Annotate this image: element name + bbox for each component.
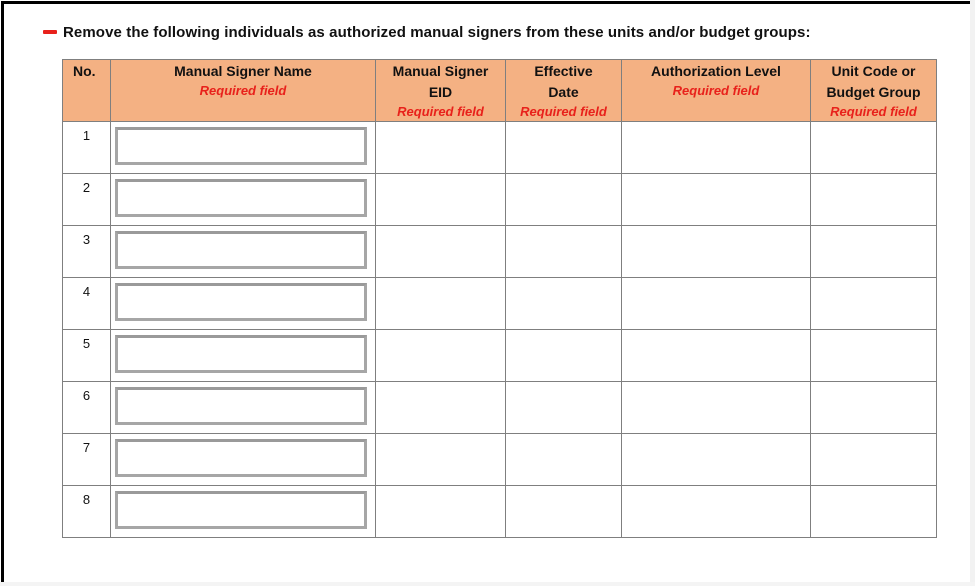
authorization-level-cell[interactable] [622,434,811,486]
column-header-label: Effective [534,63,593,79]
page-edge-shade [970,0,975,586]
signer-eid-cell[interactable] [376,122,506,174]
column-header-label: Authorization Level [651,63,781,79]
signer-eid-cell[interactable] [376,174,506,226]
column-header-label: Unit Code or [831,63,916,79]
section-heading [43,21,811,43]
signer-name-field[interactable] [115,335,367,373]
column-header-unit-code [811,60,937,122]
row-number: 6 [63,382,111,434]
authorization-level-cell[interactable] [622,278,811,330]
effective-date-cell[interactable] [506,122,622,174]
unit-code-cell[interactable] [811,226,937,278]
table-row [63,382,937,434]
column-header-label-line2: EID [428,84,453,100]
table-row [63,226,937,278]
signers-table [62,59,937,538]
signer-name-field[interactable] [115,231,367,269]
signer-name-field[interactable] [115,179,367,217]
signer-name-cell [111,278,376,330]
signer-eid-cell[interactable] [376,486,506,538]
signer-name-cell [111,226,376,278]
effective-date-cell[interactable] [506,226,622,278]
signer-eid-cell[interactable] [376,226,506,278]
column-header-label: No. [73,63,96,79]
signer-name-field[interactable] [115,387,367,425]
table-row [63,122,937,174]
effective-date-cell[interactable] [506,486,622,538]
table-row [63,174,937,226]
row-number: 7 [63,434,111,486]
required-field-note: Required field [199,83,287,98]
authorization-level-cell[interactable] [622,226,811,278]
required-field-note: Required field [672,83,760,98]
required-field-note: Required field [830,104,917,119]
row-number: 5 [63,330,111,382]
signer-eid-cell[interactable] [376,330,506,382]
signer-name-cell [111,174,376,226]
column-header-effective-date [506,60,622,122]
signer-eid-cell[interactable] [376,434,506,486]
unit-code-cell[interactable] [811,278,937,330]
unit-code-cell[interactable] [811,174,937,226]
signer-name-cell [111,122,376,174]
unit-code-cell[interactable] [811,434,937,486]
row-number: 8 [63,486,111,538]
signer-name-cell [111,382,376,434]
authorization-level-cell[interactable] [622,382,811,434]
column-header-signer-name [111,60,376,122]
row-number: 1 [63,122,111,174]
signer-name-field[interactable] [115,439,367,477]
signer-name-field[interactable] [115,491,367,529]
required-field-note: Required field [397,104,484,119]
page-bottom-shade [0,582,975,586]
unit-code-cell[interactable] [811,486,937,538]
column-header-signer-eid [376,60,506,122]
effective-date-cell[interactable] [506,434,622,486]
column-header-label-line2: Budget Group [826,84,921,100]
column-header-label-line2: Date [548,84,579,100]
effective-date-cell[interactable] [506,330,622,382]
column-header-label: Manual Signer [392,63,489,79]
signer-eid-cell[interactable] [376,382,506,434]
authorization-level-cell[interactable] [622,174,811,226]
authorization-level-cell[interactable] [622,330,811,382]
authorization-level-cell[interactable] [622,486,811,538]
effective-date-cell[interactable] [506,174,622,226]
effective-date-cell[interactable] [506,382,622,434]
table-row [63,330,937,382]
column-header-no [63,60,111,122]
signer-name-field[interactable] [115,127,367,165]
table-header-row [63,60,937,122]
unit-code-cell[interactable] [811,382,937,434]
column-header-label: Manual Signer Name [174,63,312,79]
signer-eid-cell[interactable] [376,278,506,330]
unit-code-cell[interactable] [811,122,937,174]
signer-name-field[interactable] [115,283,367,321]
table-row [63,278,937,330]
row-number: 3 [63,226,111,278]
required-field-note: Required field [520,104,607,119]
signer-name-cell [111,486,376,538]
authorization-level-cell[interactable] [622,122,811,174]
effective-date-cell[interactable] [506,278,622,330]
table-row [63,434,937,486]
row-number: 4 [63,278,111,330]
column-header-authorization-level [622,60,811,122]
table-row [63,486,937,538]
unit-code-cell[interactable] [811,330,937,382]
signer-name-cell [111,330,376,382]
row-number: 2 [63,174,111,226]
dash-icon [43,30,57,34]
signer-name-cell [111,434,376,486]
section-heading-text: Remove the following individuals as authorized manual signers from these units and/or budget groups: [63,23,811,41]
